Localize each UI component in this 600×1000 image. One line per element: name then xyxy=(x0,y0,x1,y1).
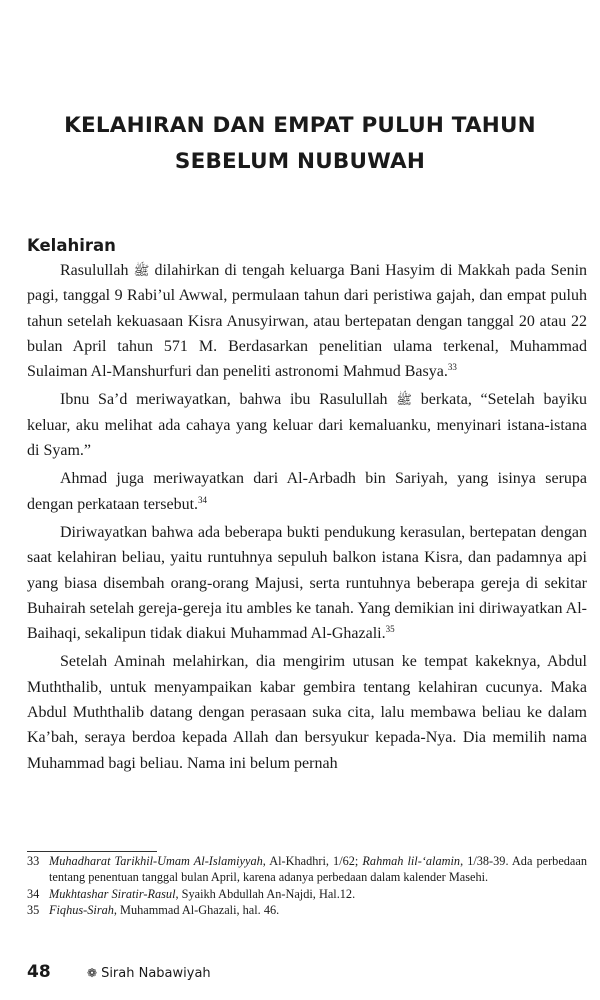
footnotes xyxy=(27,853,587,918)
section-heading: Kelahiran xyxy=(27,236,116,255)
paragraph-2 xyxy=(27,387,587,463)
paragraph-1-text-end: dilahirkan di tengah keluarga Bani Hasyim di Makkah pada Senin pagi, tanggal 9 Rabi’ul Awwal, permulaan tahun dari peristiwa gajah, dan empat puluh tahun setelah kekuasaan Kisra Anusyirwan, atau bertepatan dengan tanggal 20 atau 22 bulan April tahun 571 M. Berdasarkan penelitian ulama terkenal, Muhammad Sulaiman Al-Manshurfuri dan peneliti astronomi Mahmud Basya. xyxy=(27,262,588,381)
footnote-35 xyxy=(27,902,587,918)
footnote-text xyxy=(49,886,587,902)
book-title-text: Sirah Nabawiyah xyxy=(101,966,211,981)
paragraph-1-text-start: Rasulullah xyxy=(60,262,129,279)
footnote-text xyxy=(49,853,587,886)
chapter-title-line-2: SEBELUM NUBUWAH xyxy=(174,149,426,174)
footnote-text xyxy=(49,902,587,918)
footnote-source-title: Muhadharat Tarikhil-Umam Al-Islamiyyah xyxy=(49,854,263,868)
paragraph-3-text: Ahmad juga meriwayatkan dari Al-Arbadh bin Sariyah, yang isinya serupa dengan perkataan tersebut. xyxy=(27,470,587,513)
chapter-title xyxy=(30,108,570,180)
footnote-ref-33[interactable]: 33 xyxy=(447,362,457,373)
footnote-source-title: Fiqhus-Sirah xyxy=(49,902,114,917)
footnote-33 xyxy=(27,853,587,886)
footnote-source-title: Mukhtashar Siratir-Rasul xyxy=(49,886,176,901)
footnote-text-part: , Syaikh Abdullah An-Najdi, Hal.12. xyxy=(175,886,356,901)
footnote-text-part: , 1/38-39. Ada perbedaan tentang penentuan tanggal bulan April, karena adanya perbedaan dalam kalender Masehi. xyxy=(49,854,587,885)
footnote-divider xyxy=(27,851,157,852)
body-text xyxy=(27,258,587,776)
chapter-title-line-1: KELAHIRAN DAN EMPAT PULUH TAHUN xyxy=(64,113,536,138)
footnote-number: 34 xyxy=(27,886,40,901)
footnote-34 xyxy=(27,886,587,902)
paragraph-4-text: Diriwayatkan bahwa ada beberapa bukti pendukung kerasulan, bertepatan dengan saat kelahiran beliau, yaitu runtuhnya sepuluh balkon istana Kisra, dan padamnya api yang biasa disembah orang-orang Majusi, serta runtuhnya beberapa gereja di sekitar Buhairah setelah gereja-gereja itu ambles ke tanah. Yang demikian ini diriwayatkan Al-Baihaqi, sekalipun tidak diakui Muhammad Al-Ghazali. xyxy=(27,523,587,643)
honorific-icon: ﷺ xyxy=(133,263,150,278)
paragraph-5-text: Setelah Aminah melahirkan, dia mengirim utusan ke tempat kakeknya, Abdul Muththalib, untuk menyampaikan kabar gembira tentang kelahiran cucunya. Maka Abdul Muththalib datang dengan perasaan suka cita, lalu membawa beliau ke dalam Ka’bah, seraya berdoa kepada Allah dan bersyukur kepada-Nya. Dia memilih nama Muhammad bagi beliau. Nama ini belum pernah xyxy=(27,653,587,772)
footnote-number: 35 xyxy=(27,902,40,917)
paragraph-2-text-start: Ibnu Sa’d meriwayatkan, bahwa ibu Rasulullah xyxy=(60,391,388,409)
footnote-ref-34[interactable]: 34 xyxy=(198,494,208,505)
paragraph-2-text-end: berkata, “Setelah bayiku keluar, aku melihat ada cahaya yang keluar dari kemaluanku, menyinari istana-istana di Syam.” xyxy=(27,391,588,460)
page-number: 48 xyxy=(27,962,51,982)
honorific-icon: ﷺ xyxy=(396,392,413,408)
paragraph-3 xyxy=(27,466,587,517)
running-title xyxy=(87,966,211,981)
footnote-text-part: , Muhammad Al-Ghazali, hal. 46. xyxy=(113,902,280,917)
paragraph-5 xyxy=(27,649,587,775)
footnote-ref-35[interactable]: 35 xyxy=(385,624,395,635)
footnote-source-title: Rahmah lil-‘alamin xyxy=(362,854,461,868)
flower-ornament-icon: ❁ xyxy=(87,966,98,980)
page-footer xyxy=(27,962,211,982)
paragraph-4 xyxy=(27,520,587,646)
footnote-text-part: , Al-Khadhri, 1/62; xyxy=(262,854,363,868)
footnote-number: 33 xyxy=(27,854,40,868)
paragraph-1 xyxy=(27,258,587,384)
